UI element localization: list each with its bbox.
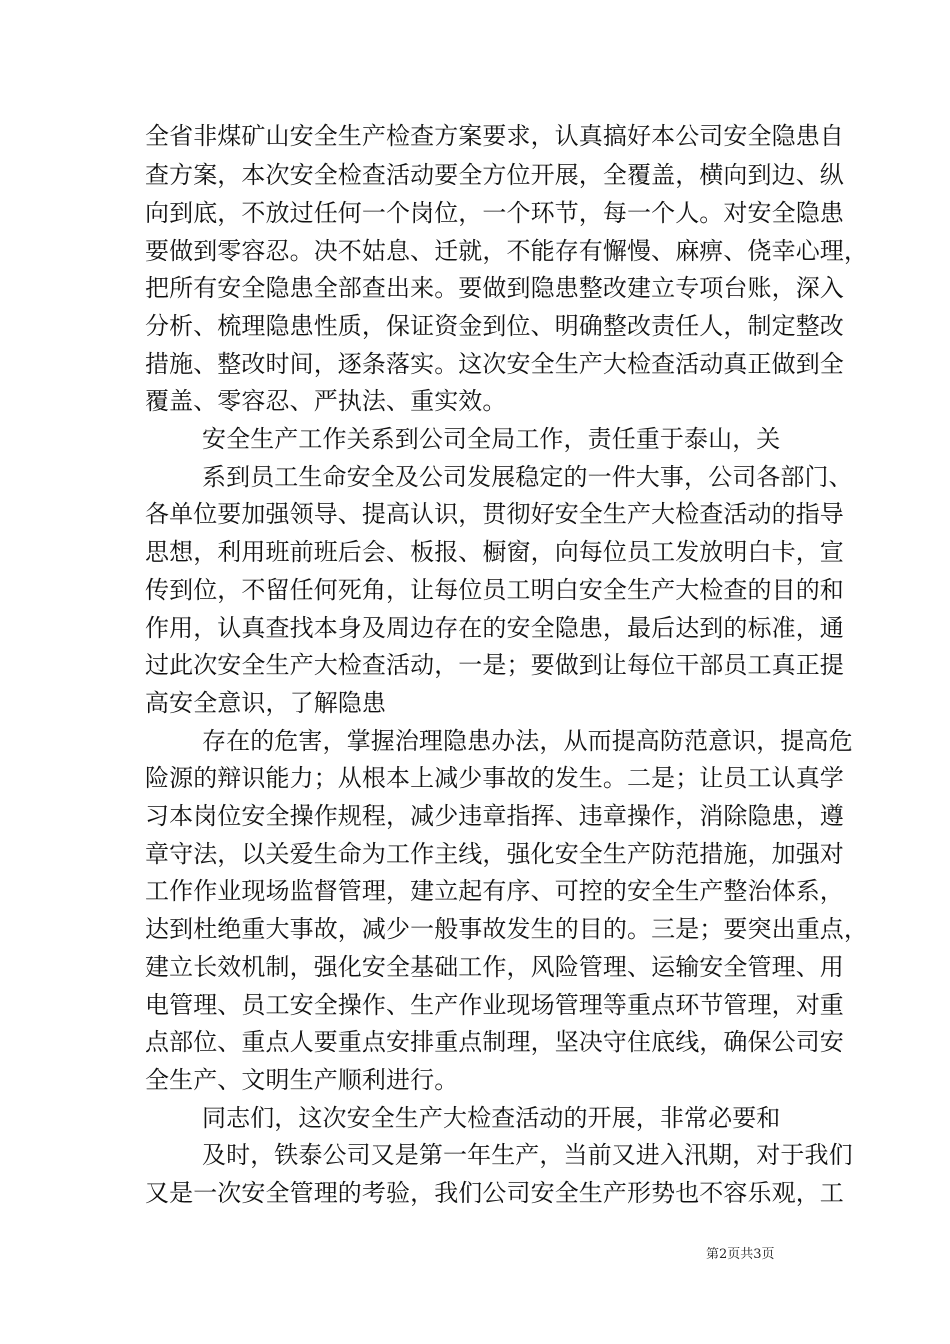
paragraph-line: 及时，铁泰公司又是第一年生产，当前又进入汛期，对于我们	[202, 1141, 853, 1169]
paragraph-line: 过此次安全生产大检查活动，一是；要做到让每位干部员工真正提	[145, 651, 844, 679]
paragraph-line: 系到员工生命安全及公司发展稳定的一件大事，公司各部门、	[202, 463, 853, 491]
paragraph-line: 全生产、文明生产顺利进行。	[145, 1066, 459, 1094]
paragraph-line: 建立长效机制，强化安全基础工作，风险管理、运输安全管理、用	[145, 953, 844, 981]
paragraph-line: 要做到零容忍。决不姑息、迁就，不能存有懈慢、麻痹、侥幸心理，	[145, 237, 868, 265]
paragraph-line: 安全生产工作关系到公司全局工作，责任重于泰山，关	[202, 425, 781, 453]
paragraph-line: 点部位、重点人要重点安排重点制理，坚决守住底线，确保公司安	[145, 1028, 844, 1056]
paragraph-line: 高安全意识，了解隐患	[145, 689, 386, 717]
paragraph-line: 措施、整改时间，逐条落实。这次安全生产大检查活动真正做到全	[145, 350, 844, 378]
paragraph-line: 工作作业现场监督管理，建立起有序、可控的安全生产整治体系，	[145, 877, 844, 905]
paragraph-line: 分析、梳理隐患性质，保证资金到位、明确整改责任人，制定整改	[145, 312, 844, 340]
paragraph-line: 达到杜绝重大事故，减少一般事故发生的目的。三是；要突出重点，	[145, 915, 868, 943]
paragraph-line: 又是一次安全管理的考验，我们公司安全生产形势也不容乐观，工	[145, 1179, 844, 1207]
paragraph-line: 存在的危害，掌握治理隐患办法，从而提高防范意识，提高危	[202, 727, 853, 755]
paragraph-line: 习本岗位安全操作规程，减少违章指挥、违章操作，消除隐患，遵	[145, 802, 844, 830]
paragraph-line: 覆盖、零容忍、严执法、重实效。	[145, 387, 507, 415]
page-number: 第2页共3页	[706, 1247, 775, 1262]
paragraph-line: 把所有安全隐患全部查出来。要做到隐患整改建立专项台账，深入	[145, 274, 844, 302]
paragraph-line: 险源的辩识能力；从根本上减少事故的发生。二是；让员工认真学	[145, 764, 844, 792]
paragraph-line: 查方案，本次安全检查活动要全方位开展，全覆盖，横向到边、纵	[145, 161, 844, 189]
paragraph-line: 各单位要加强领导、提高认识，贯彻好安全生产大检查活动的指导	[145, 500, 844, 528]
paragraph-line: 电管理、员工安全操作、生产作业现场管理等重点环节管理，对重	[145, 991, 844, 1019]
paragraph-line: 向到底，不放过任何一个岗位，一个环节，每一个人。对安全隐患	[145, 199, 844, 227]
paragraph-line: 同志们，这次安全生产大检查活动的开展，非常必要和	[202, 1104, 781, 1132]
paragraph-line: 作用，认真查找本身及周边存在的安全隐患，最后达到的标准，通	[145, 614, 844, 642]
paragraph-line: 传到位，不留任何死角，让每位员工明白安全生产大检查的目的和	[145, 576, 844, 604]
paragraph-line: 章守法，以关爱生命为工作主线，强化安全生产防范措施，加强对	[145, 840, 844, 868]
paragraph-line: 全省非煤矿山安全生产检查方案要求，认真搞好本公司安全隐患自	[145, 122, 844, 150]
paragraph-line: 思想，利用班前班后会、板报、橱窗，向每位员工发放明白卡，宣	[145, 538, 844, 566]
